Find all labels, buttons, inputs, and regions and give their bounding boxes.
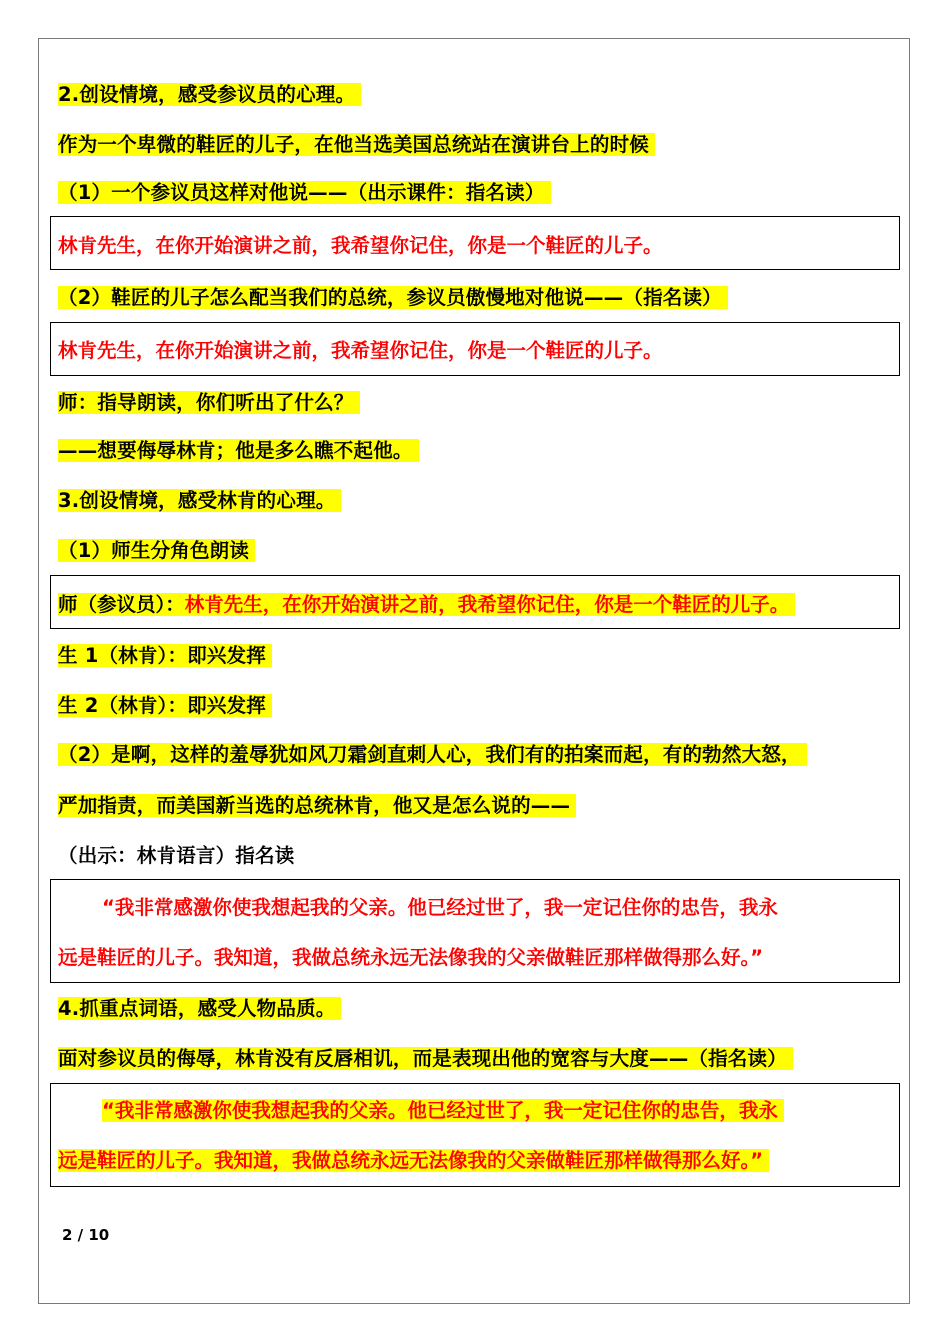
lincoln-quote-1-line-2: 远是鞋匠的儿子。我知道，我做总统永远无法像我的父亲做鞋匠那样做得那么好。” [58,946,764,969]
page-number: 2 / 10 [62,1226,110,1244]
answer-line: ——想要侮辱林肯；他是多么瞧不起他。 [58,438,419,464]
teacher-line: 师：指导朗读，你们听出了什么？ [58,390,360,416]
tolerance-line: 面对参议员的侮辱，林肯没有反唇相讥，而是表现出他的宽容与大度——（指名读） [58,1046,793,1072]
section-3-heading: 3.创设情境，感受林肯的心理。 [58,488,341,514]
lincoln-quote-2-line-1: “我非常感激你使我想起我的父亲。他已经过世了，我一定记住你的忠告，我永 [58,1098,784,1124]
quote-box-1-text: 林肯先生，在你开始演讲之前，我希望你记住，你是一个鞋匠的儿子。 [58,234,663,257]
lincoln-quote-2-line-2: 远是鞋匠的儿子。我知道，我做总统永远无法像我的父亲做鞋匠那样做得那么好。” [58,1148,769,1174]
section-2-heading: 2.创设情境，感受参议员的心理。 [58,82,361,108]
lincoln-quote-1-line-1: “我非常感激你使我想起我的父亲。他已经过世了，我一定记住你的忠告，我永 [102,896,778,919]
quote-box-2-text: 林肯先生，在你开始演讲之前，我希望你记住，你是一个鞋匠的儿子。 [58,339,663,362]
step-1-line: （1）一个参议员这样对他说——（出示课件：指名读） [58,180,551,206]
section-4-heading: 4.抓重点词语，感受人物品质。 [58,996,341,1022]
dialogue-box-text: 师（参议员）：林肯先生，在你开始演讲之前，我希望你记住，你是一个鞋匠的儿子。 [58,592,795,618]
student-2-line: 生 2（林肯）：即兴发挥 [58,693,272,719]
step-2-line: （2）鞋匠的儿子怎么配当我们的总统，参议员傲慢地对他说——（指名读） [58,285,728,311]
role-reading-line: （1）师生分角色朗读 [58,538,255,564]
student-1-line: 生 1（林肯）：即兴发挥 [58,643,272,669]
show-lincoln-line: （出示：林肯语言）指名读 [58,844,295,867]
step-2b-line: （2）是啊，这样的羞辱犹如风刀霜剑直刺人心，我们有的拍案而起，有的勃然大怒， [58,742,807,768]
intro-line: 作为一个卑微的鞋匠的儿子，在他当选美国总统站在演讲台上的时候 [58,132,655,158]
step-2b-line-cont: 严加指责，而美国新当选的总统林肯，他又是怎么说的—— [58,793,576,819]
